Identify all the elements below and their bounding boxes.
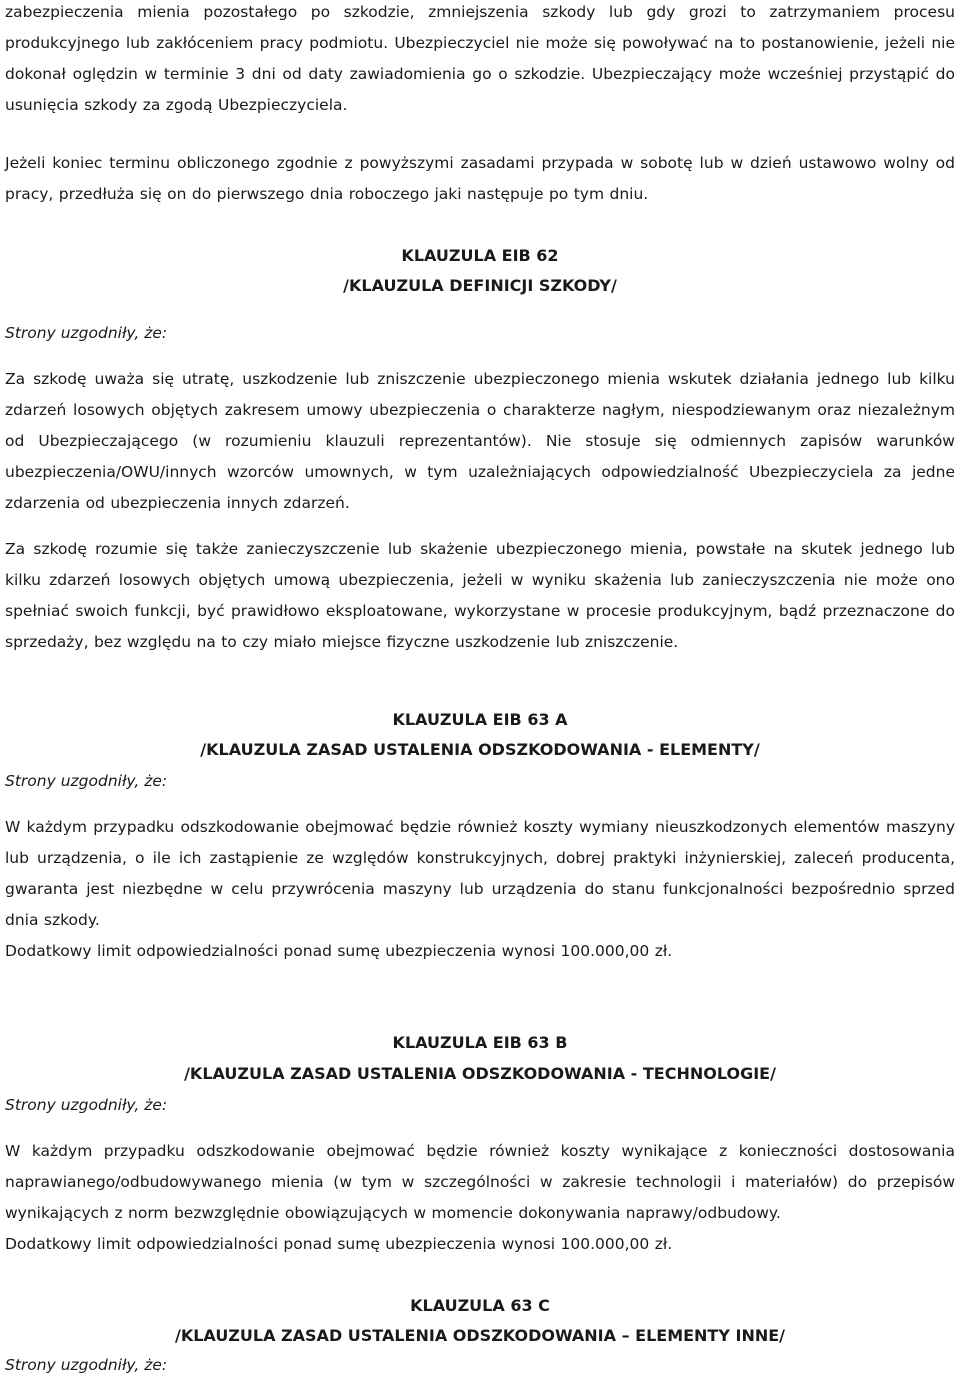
paragraph-technologies-limit: Dodatkowy limit odpowiedzialności ponad sumę ubezpieczenia wynosi 100.000,00 zł.: [5, 1235, 673, 1253]
paragraph-elements: W każdym przypadku odszkodowanie obejmować będzie również koszty wymiany nieuszkodzonych elementów maszyny lub urządzenia, o ile ich zastąpienie ze względów konstrukcyjnych, dobrej praktyki inżynierskiej, zaleceń producenta, gwaranta jest niezbędne w celu przywrócenia maszyny lub urządzenia do stanu funkcjonalności bezpośrednio sprzed dnia szkody.: [5, 818, 955, 929]
intro-label-eib62: Strony uzgodniły, że:: [5, 324, 168, 342]
clause-title-eib63a: KLAUZULA EIB 63 A: [392, 710, 568, 729]
paragraph-contamination: Za szkodę rozumie się także zanieczyszczenie lub skażenie ubezpieczonego mienia, powstałe na skutek jednego lub kilku zdarzeń losowych objętych umową ubezpieczenia, jeżeli w wyniku skażenia lub zanieczyszczenia nie może ono spełniać swoich funkcji, być prawidłowo eksploatowane, wykorzystane w procesie produkcyjnym, bądź przeznaczone do sprzedaży, bez względu na to czy miało miejsce fizyczne uszkodzenie lub zniszczenie.: [5, 540, 955, 651]
paragraph-deadline-rule: Jeżeli koniec terminu obliczonego zgodnie z powyższymi zasadami przypada w sobotę lub w dzień ustawowo wolny od pracy, przedłuża się on do pierwszego dnia roboczego jaki następuje po tym dniu.: [5, 154, 955, 203]
intro-label-eib63a: Strony uzgodniły, że:: [5, 772, 168, 790]
clause-subtitle-eib63b: /KLAUZULA ZASAD USTALENIA ODSZKODOWANIA - TECHNOLOGIE/: [184, 1064, 776, 1083]
intro-label-eib63b: Strony uzgodniły, że:: [5, 1096, 168, 1114]
clause-subtitle-63c: /KLAUZULA ZASAD USTALENIA ODSZKODOWANIA – ELEMENTY INNE/: [174, 1326, 786, 1345]
paragraph-elements-limit: Dodatkowy limit odpowiedzialności ponad sumę ubezpieczenia wynosi 100.000,00 zł.: [5, 942, 673, 960]
clause-subtitle-eib63a: /KLAUZULA ZASAD USTALENIA ODSZKODOWANIA - ELEMENTY/: [200, 740, 760, 759]
clause-title-eib63b: KLAUZULA EIB 63 B: [392, 1033, 568, 1052]
paragraph-technologies: W każdym przypadku odszkodowanie obejmować będzie również koszty wynikające z konieczności dostosowania naprawianego/odbudowywanego mienia (w tym w szczególności w zakresie technologii i materiałów) do przepisów wynikających z norm bezwzględnie obowiązujących w momencie dokonywania naprawy/odbudowy.: [5, 1142, 955, 1222]
paragraph-damage-definition: Za szkodę uważa się utratę, uszkodzenie lub zniszczenie ubezpieczonego mienia wskutek działania jednego lub kilku zdarzeń losowych objętych zakresem umowy ubezpieczenia o charakterze nagłym, niespodziewanym oraz niezależnym od Ubezpieczającego (w rozumieniu klauzuli reprezentantów). Nie stosuje się odmiennych zapisów warunków ubezpieczenia/OWU/innych wzorców umownych, w tym uzależniających odpowiedzialność Ubezpieczyciela za jedne zdarzenia od ubezpieczenia innych zdarzeń.: [5, 370, 955, 512]
clause-subtitle-eib62: /KLAUZULA DEFINICJI SZKODY/: [343, 276, 617, 295]
clause-title-eib62: KLAUZULA EIB 62: [401, 246, 559, 265]
clause-title-63c: KLAUZULA 63 C: [410, 1296, 550, 1315]
paragraph-damage-procedure: zabezpieczenia mienia pozostałego po szkodzie, zmniejszenia szkody lub gdy grozi to zatrzymaniem procesu produkcyjnego lub zakłóceniem pracy podmiotu. Ubezpieczyciel nie może się powoływać na to postanowienie, jeżeli nie dokonał oględzin w terminie 3 dni od daty zawiadomienia go o szkodzie. Ubezpieczający może wcześniej przystąpić do usunięcia szkody za zgodą Ubezpieczyciela.: [5, 3, 955, 114]
intro-label-63c: Strony uzgodniły, że:: [5, 1356, 168, 1374]
